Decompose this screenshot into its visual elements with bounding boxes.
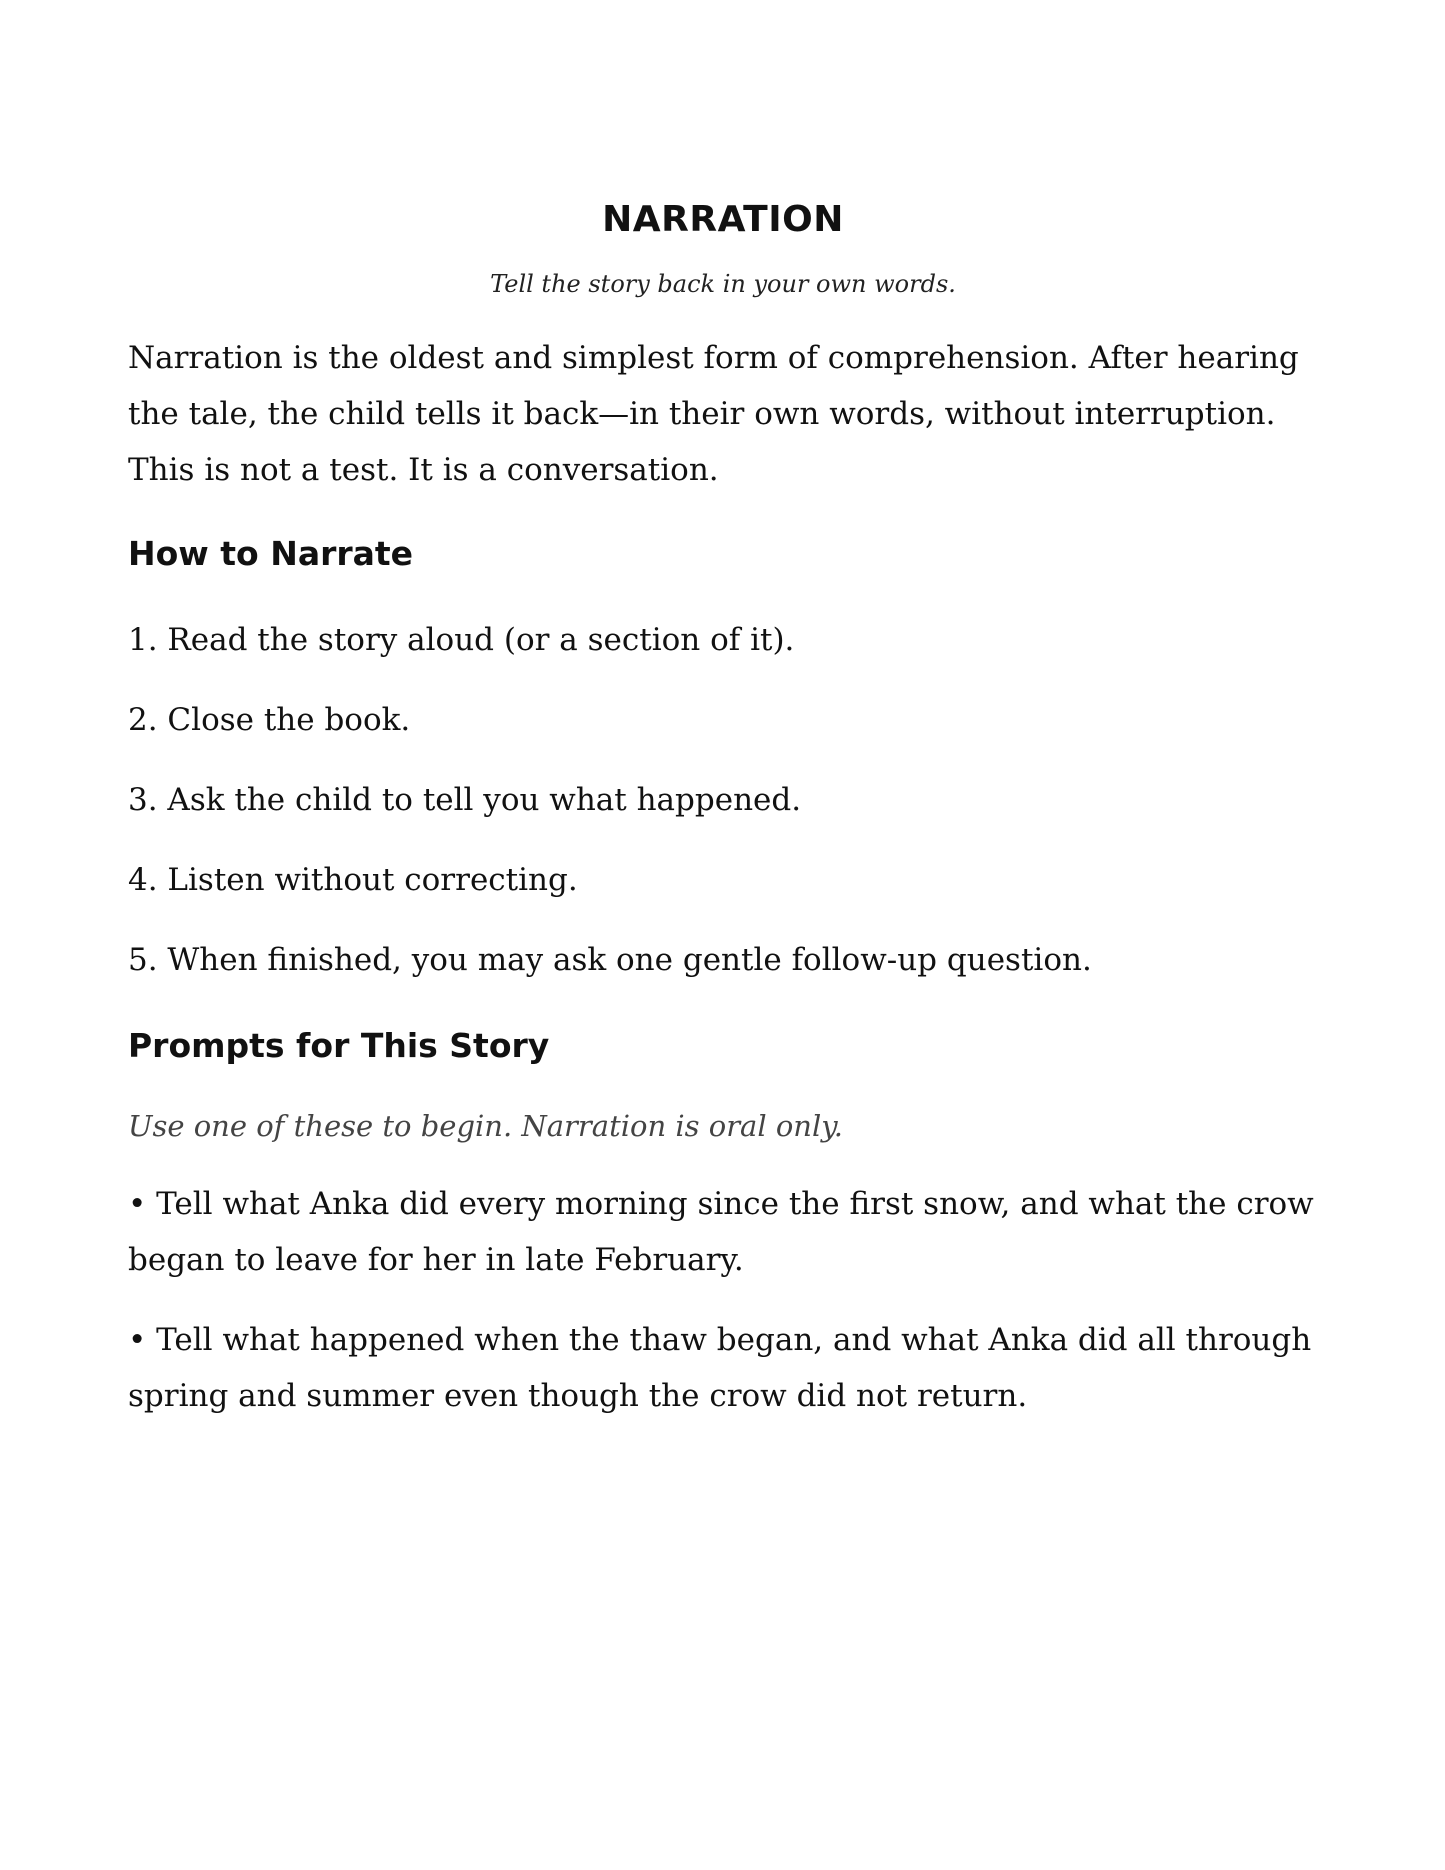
how-to-narrate-heading: How to Narrate bbox=[128, 534, 414, 573]
step-item: 5. When finished, you may ask one gentle follow-up question. bbox=[128, 942, 1092, 978]
step-item: 2. Close the book. bbox=[128, 702, 411, 738]
step-item: 4. Listen without correcting. bbox=[128, 862, 578, 898]
prompt-item: • Tell what happened when the thaw began, and what Anka did all through spring and summer even though the crow did not return. bbox=[128, 1322, 1312, 1414]
prompt-item: • Tell what Anka did every morning since the first snow, and what the crow began to leave for her in late February. bbox=[128, 1186, 1314, 1278]
page-subtitle: Tell the story back in your own words. bbox=[490, 270, 956, 298]
prompts-note: Use one of these to begin. Narration is oral only. bbox=[128, 1109, 844, 1143]
step-item: 1. Read the story aloud (or a section of it). bbox=[128, 622, 795, 658]
page-title: NARRATION bbox=[602, 199, 844, 241]
step-item: 3. Ask the child to tell you what happened. bbox=[128, 782, 802, 818]
intro-paragraph: Narration is the oldest and simplest form of comprehension. After hearing the tale, the child tells it back—in their own words, without interruption. This is not a test. It is a conversation. bbox=[128, 340, 1299, 488]
prompts-heading: Prompts for This Story bbox=[128, 1026, 550, 1065]
